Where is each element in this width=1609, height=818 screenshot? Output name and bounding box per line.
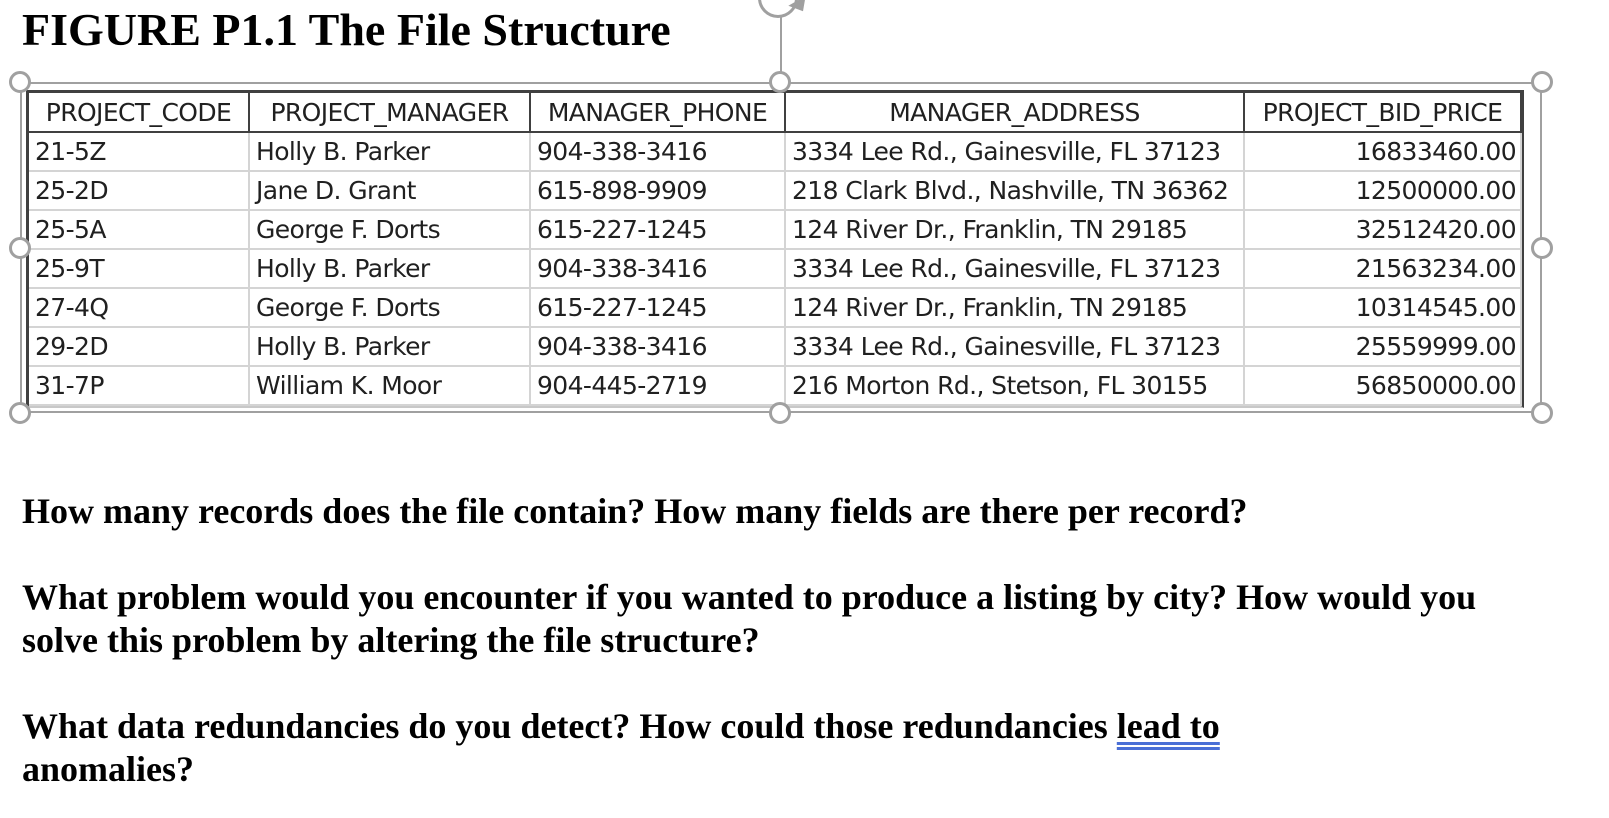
table-cell: 29-2D: [29, 327, 249, 366]
question-3-line-1-text: What data redundancies do you detect? How could those redundancies: [22, 706, 1117, 746]
resize-handle-left[interactable]: [9, 237, 31, 259]
column-header: PROJECT_MANAGER: [249, 93, 530, 132]
table-cell: 124 River Dr., Franklin, TN 29185: [785, 210, 1244, 249]
grammar-suggestion-link[interactable]: lead to: [1116, 706, 1220, 746]
table-cell: 216 Morton Rd., Stetson, FL 30155: [785, 366, 1244, 405]
question-1: [22, 490, 1248, 533]
table-cell: 615-227-1245: [530, 210, 785, 249]
file-structure-table-image[interactable]: [26, 90, 1524, 408]
table-cell: William K. Moor: [249, 366, 530, 405]
table-cell: Holly B. Parker: [249, 327, 530, 366]
question-2-line-2: solve this problem by altering the file structure?: [22, 620, 760, 660]
question-3: [22, 705, 1220, 791]
table-row: [29, 288, 1521, 327]
table-cell: 21-5Z: [29, 132, 249, 171]
table-body: [29, 132, 1521, 405]
resize-handle-bottom[interactable]: [769, 402, 791, 424]
table-cell: 3334 Lee Rd., Gainesville, FL 37123: [785, 132, 1244, 171]
table-header-row: [29, 93, 1521, 132]
rotate-arrow-icon: [788, 0, 811, 16]
table-row: [29, 210, 1521, 249]
column-header: PROJECT_BID_PRICE: [1244, 93, 1521, 132]
table-cell: 25-5A: [29, 210, 249, 249]
table-cell: 32512420.00: [1244, 210, 1521, 249]
column-header: MANAGER_PHONE: [530, 93, 785, 132]
resize-handle-top-left[interactable]: [9, 71, 31, 93]
table-cell: 21563234.00: [1244, 249, 1521, 288]
column-header: MANAGER_ADDRESS: [785, 93, 1244, 132]
table-cell: 27-4Q: [29, 288, 249, 327]
table-cell: 56850000.00: [1244, 366, 1521, 405]
resize-handle-bottom-right[interactable]: [1531, 402, 1553, 424]
resize-handle-top[interactable]: [769, 71, 791, 93]
table-cell: Holly B. Parker: [249, 249, 530, 288]
table-cell: 904-338-3416: [530, 249, 785, 288]
column-header: PROJECT_CODE: [29, 93, 249, 132]
table-cell: 615-227-1245: [530, 288, 785, 327]
resize-handle-top-right[interactable]: [1531, 71, 1553, 93]
resize-handle-right[interactable]: [1531, 237, 1553, 259]
file-structure-table: [29, 93, 1522, 406]
table-cell: 25559999.00: [1244, 327, 1521, 366]
figure-title: FIGURE P1.1 The File Structure: [22, 4, 671, 55]
table-cell: 31-7P: [29, 366, 249, 405]
table-cell: George F. Dorts: [249, 210, 530, 249]
table-cell: Jane D. Grant: [249, 171, 530, 210]
table-cell: 12500000.00: [1244, 171, 1521, 210]
table-cell: 124 River Dr., Franklin, TN 29185: [785, 288, 1244, 327]
table-row: [29, 327, 1521, 366]
table-row: [29, 366, 1521, 405]
table-cell: 3334 Lee Rd., Gainesville, FL 37123: [785, 249, 1244, 288]
table-cell: Holly B. Parker: [249, 132, 530, 171]
question-2: [22, 576, 1476, 662]
table-cell: 904-445-2719: [530, 366, 785, 405]
table-cell: 25-2D: [29, 171, 249, 210]
table-cell: 615-898-9909: [530, 171, 785, 210]
table-cell: George F. Dorts: [249, 288, 530, 327]
table-cell: 218 Clark Blvd., Nashville, TN 36362: [785, 171, 1244, 210]
question-1-text: How many records does the file contain? How many fields are there per record?: [22, 491, 1248, 531]
question-3-line-2: anomalies?: [22, 749, 195, 789]
table-cell: 10314545.00: [1244, 288, 1521, 327]
table-row: [29, 171, 1521, 210]
question-3-line-1: [22, 705, 1220, 748]
question-2-line-1: What problem would you encounter if you wanted to produce a listing by city? How would you: [22, 577, 1477, 617]
table-cell: 904-338-3416: [530, 327, 785, 366]
table-cell: 904-338-3416: [530, 132, 785, 171]
table-cell: 3334 Lee Rd., Gainesville, FL 37123: [785, 327, 1244, 366]
table-row: [29, 132, 1521, 171]
table-row: [29, 249, 1521, 288]
table-cell: 16833460.00: [1244, 132, 1521, 171]
resize-handle-bottom-left[interactable]: [9, 402, 31, 424]
table-cell: 25-9T: [29, 249, 249, 288]
